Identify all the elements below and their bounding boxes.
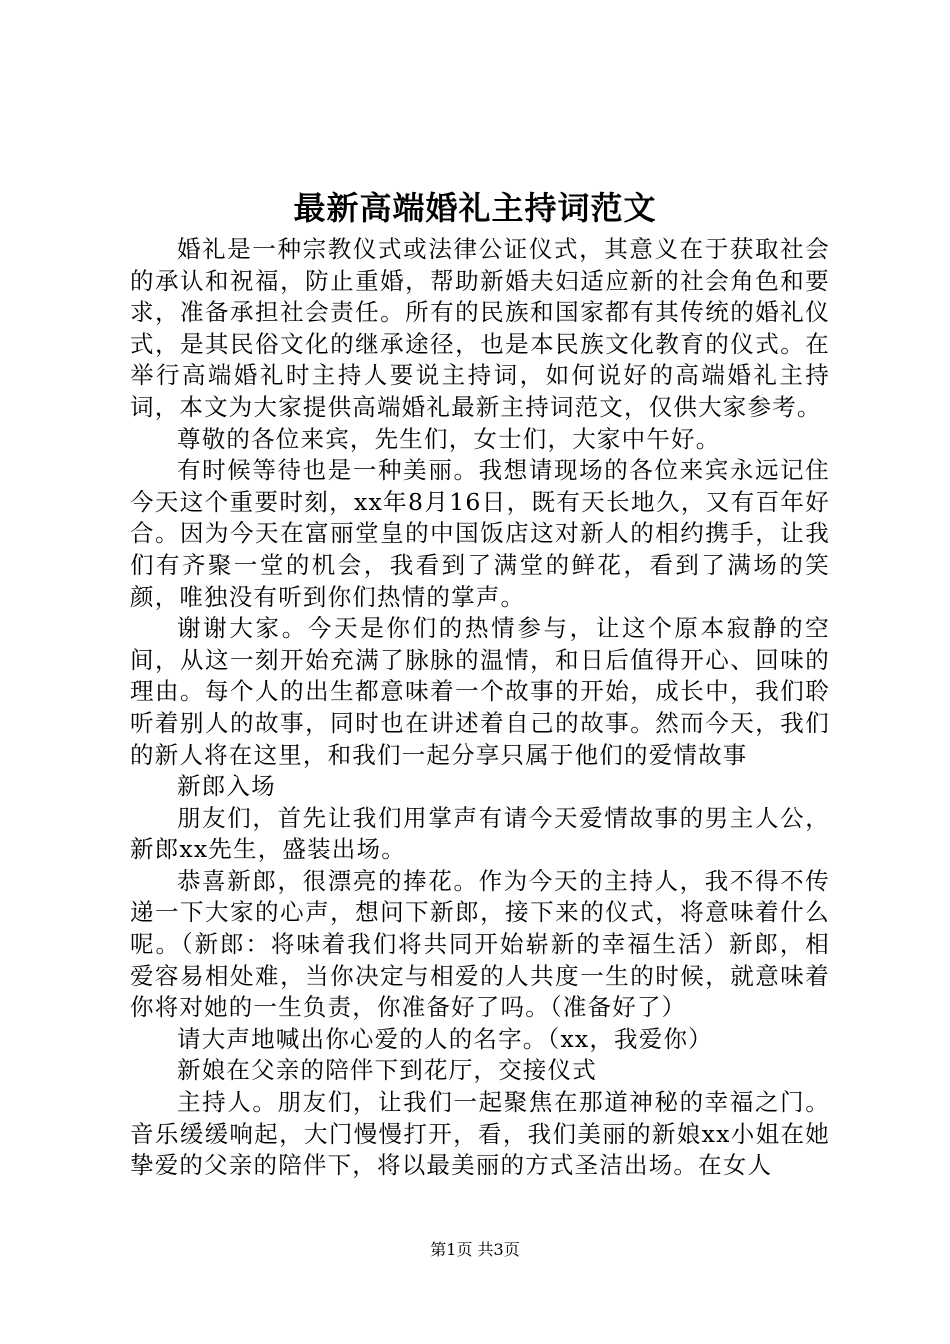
paragraph-host: 主持人。朋友们，让我们一起聚焦在那道神秘的幸福之门。音乐缓缓响起，大门慢慢打开，看，我们美丽的新娘xx小姐在她挚爱的父亲的陪伴下，将以最美丽的方式圣洁出场。在女人	[130, 1088, 830, 1180]
paragraph-intro: 婚礼是一种宗教仪式或法律公证仪式，其意义在于获取社会的承认和祝福，防止重婚，帮助新婚夫妇适应新的社会角色和要求，准备承担社会责任。所有的民族和国家都有其传统的婚礼仪式，是其民俗文化的继承途径，也是本民族文化教育的仪式。在举行高端婚礼时主持人要说主持词，如何说好的高端婚礼主持词，本文为大家提供高端婚礼最新主持词范文，仅供大家参考。	[130, 235, 830, 421]
document-body	[130, 234, 830, 1182]
document-title: 最新高端婚礼主持词范文	[293, 189, 657, 227]
paragraph-waiting: 有时候等待也是一种美丽。我想请现场的各位来宾永远记住今天这个重要时刻，xx年8月16日，既有天长地久，又有百年好合。因为今天在富丽堂皇的中国饭店这对新人的相约携手，让我们有齐聚一堂的机会，我看到了满堂的鲜花，看到了满场的笑颜，唯独没有听到你们热情的掌声。	[130, 456, 830, 611]
paragraph-groom-entrance: 新郎入场	[177, 772, 276, 801]
paragraph-congrats: 恭喜新郎，很漂亮的捧花。作为今天的主持人，我不得不传递一下大家的心声，想问下新郎，接下来的仪式，将意味着什么呢。（新郎：将味着我们将共同开始崭新的幸福生活）新郎，相爱容易相处难，当你决定与相爱的人共度一生的时候，就意味着你将对她的一生负责，你准备好了吗。（准备好了）	[130, 866, 830, 1022]
page-footer: 第1页 共3页	[430, 1240, 520, 1259]
paragraph-bride-entrance: 新娘在父亲的陪伴下到花厅，交接仪式	[177, 1056, 597, 1085]
paragraph-greeting: 尊敬的各位来宾，先生们，女士们，大家中午好。	[177, 424, 721, 453]
paragraph-call-name: 请大声地喊出你心爱的人的名字。（xx，我爱你）	[177, 1024, 713, 1053]
paragraph-friends: 朋友们，首先让我们用掌声有请今天爱情故事的男主人公，新郎xx先生，盛装出场。	[130, 803, 830, 864]
paragraph-thanks: 谢谢大家。今天是你们的热情参与，让这个原本寂静的空间，从这一刻开始充满了脉脉的温情，和日后值得开心、回味的理由。每个人的出生都意味着一个故事的开始，成长中，我们聆听着别人的故事，同时也在讲述着自己的故事。然而今天，我们的新人将在这里，和我们一起分享只属于他们的爱情故事	[130, 614, 830, 769]
